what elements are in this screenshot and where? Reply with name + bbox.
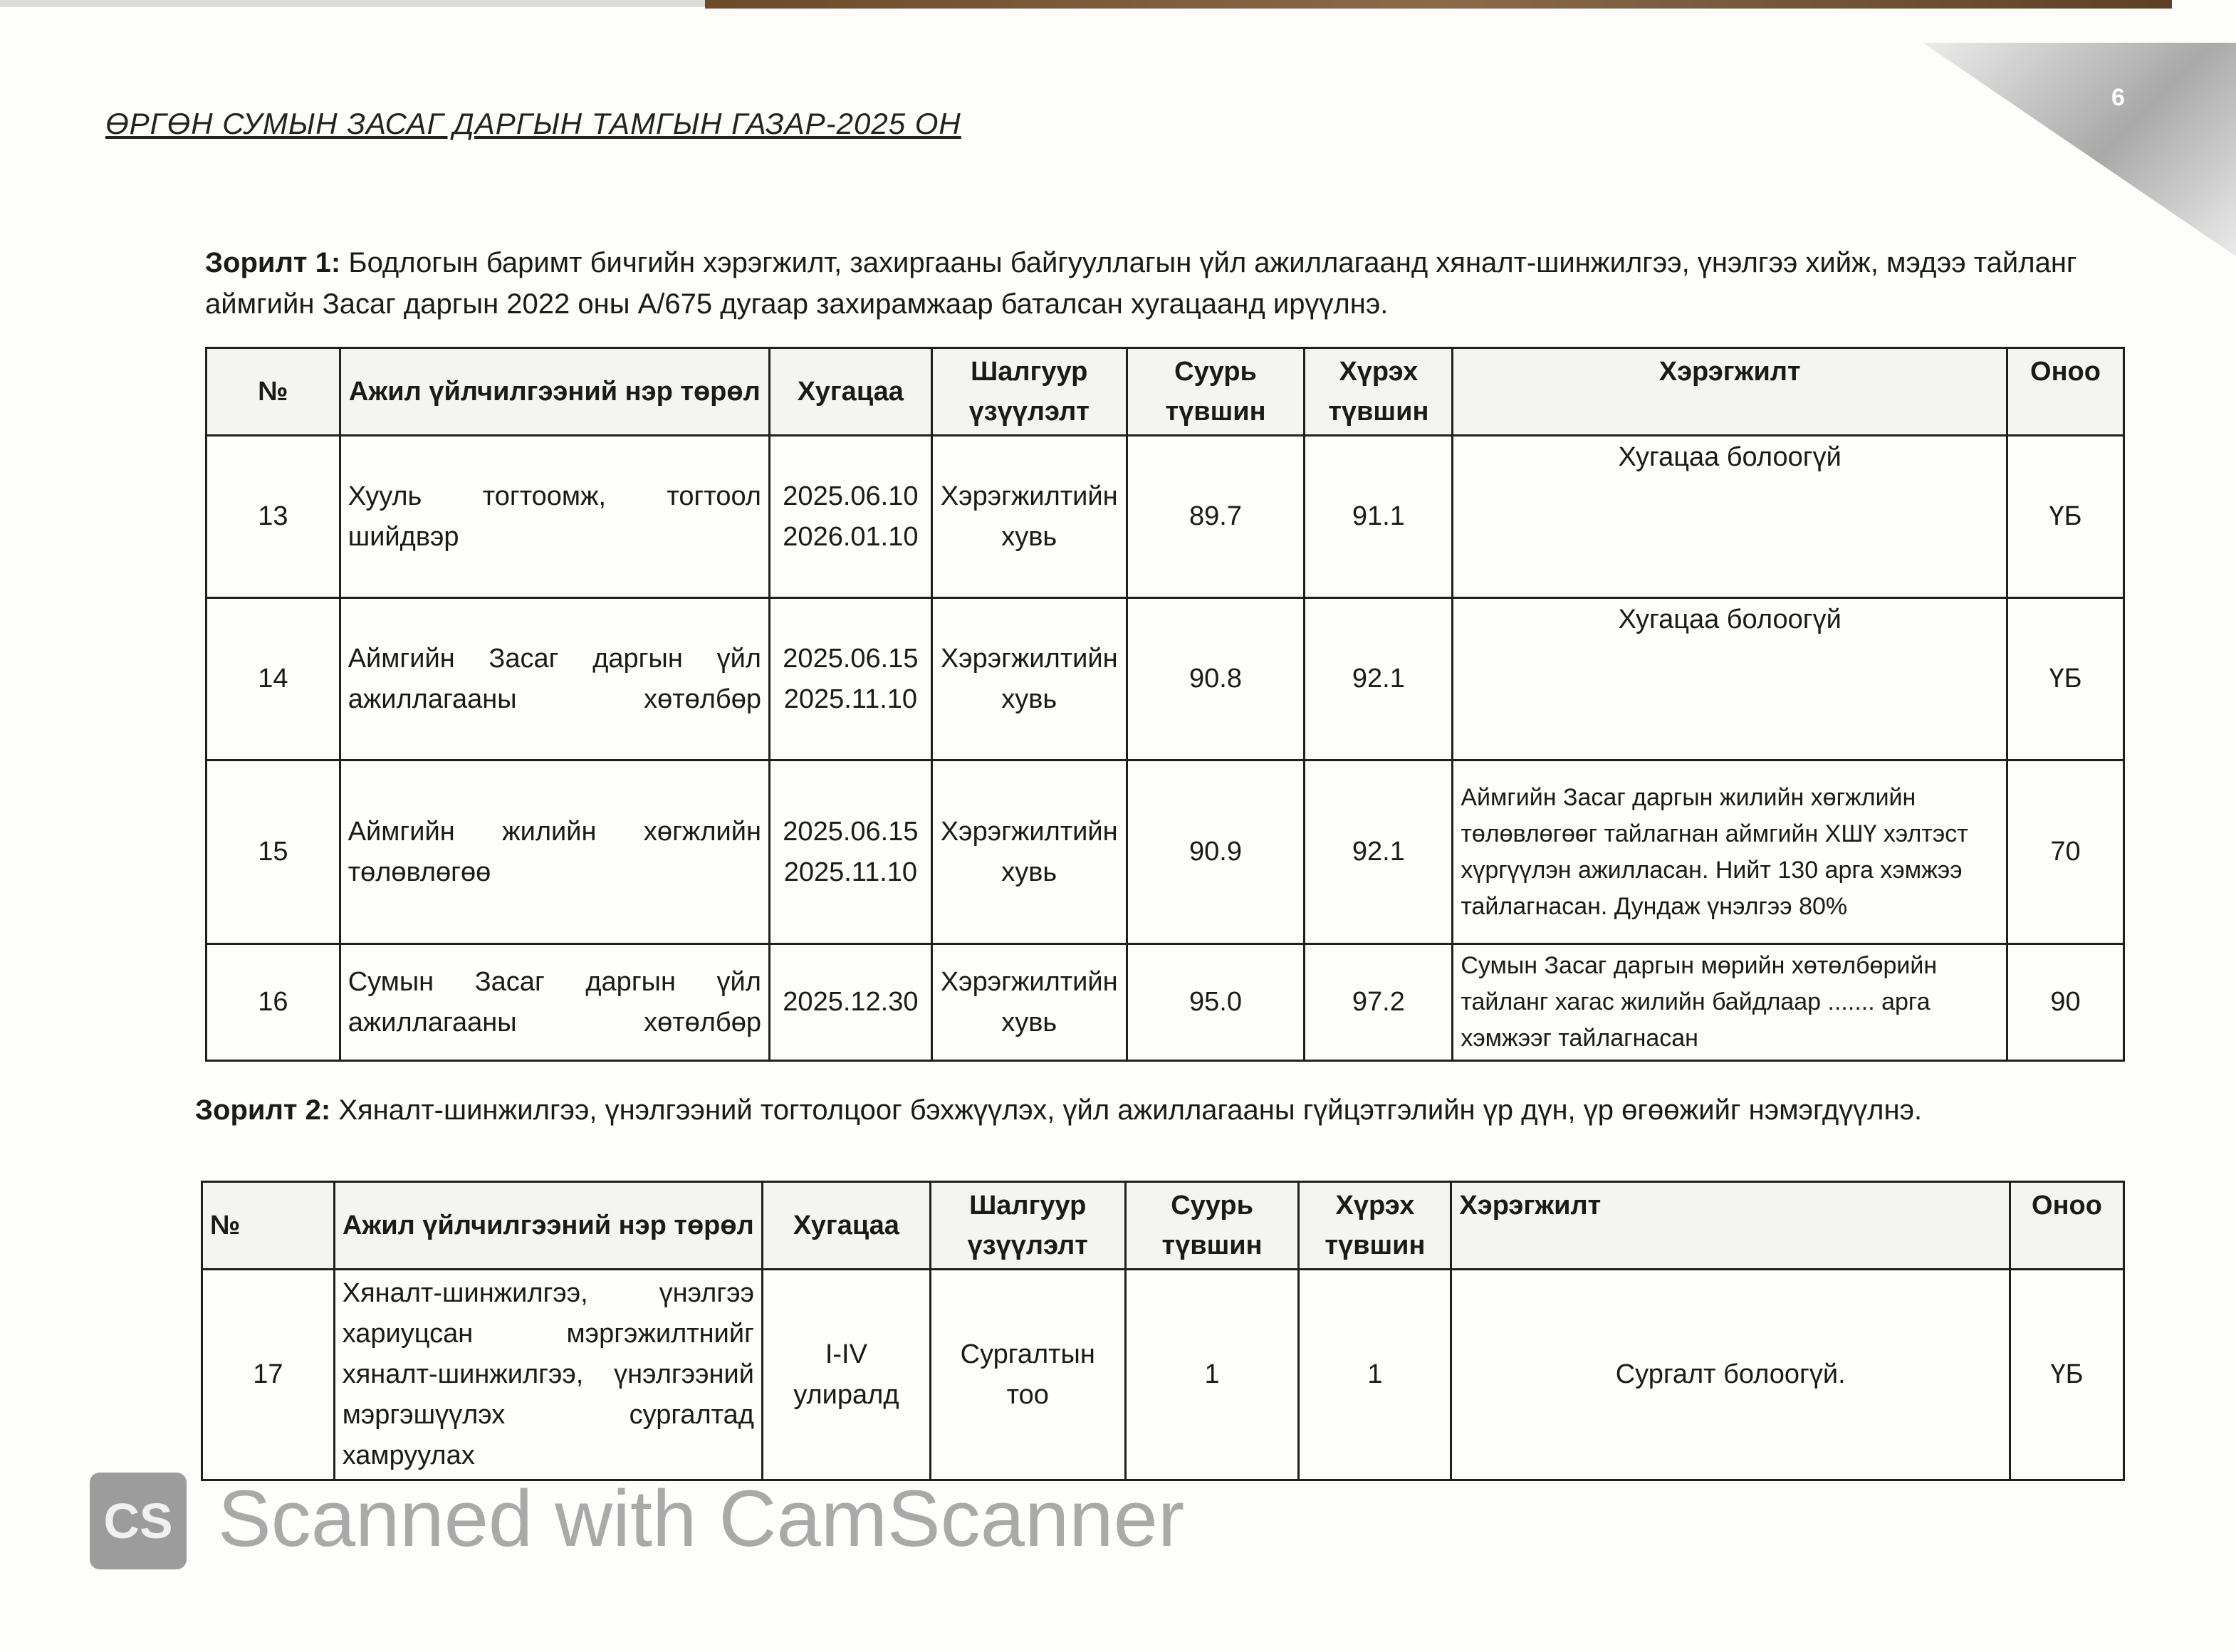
cell-implementation: Хугацаа болоогүй <box>1453 436 2007 598</box>
goal-2-paragraph <box>195 1089 2075 1131</box>
cell-no: 17 <box>202 1270 335 1480</box>
col-header-no: № <box>202 1182 335 1270</box>
goal-1-table <box>205 347 2125 1062</box>
col-header-name: Ажил үйлчилгээний нэр төрөл <box>340 348 769 436</box>
goal-1-text: Бодлогын баримт бичгийн хэрэгжилт, захиргааны байгууллагын үйл ажиллагаанд хяналт-шинжилгээ, үнэлгээ хийж, мэдээ тайланг аймгийн Засаг даргын 2022 оны А/675 дугаар захирамжаар баталсан хугацаанд ирүүлнэ. <box>205 247 2077 320</box>
cell-indicator: Хэрэгжилтийн хувь <box>931 436 1127 598</box>
cell-indicator: Хэрэгжилтийн хувь <box>931 944 1127 1061</box>
col-header-target: Хүрэх түвшин <box>1305 348 1453 436</box>
scan-edge-top-right <box>705 0 2172 9</box>
cell-target: 97.2 <box>1305 944 1453 1061</box>
cell-score: 70 <box>2007 760 2124 944</box>
cell-implementation: Аймгийн Засаг даргын жилийн хөгжлийн төлөвлөгөөг тайлагнан аймгийн ХШҮ хэлтэст хүргүүлэн ажилласан. Нийт 130 арга хэмжээ тайлагнасан. Дундаж үнэлгээ 80% <box>1453 760 2007 944</box>
cell-name: Хяналт-шинжилгээ, үнэлгээ хариуцсан мэргэжилтнийг хяналт-шинжилгээ, үнэлгээний мэргэшүүлэх сургалтад хамруулах <box>334 1270 762 1480</box>
goal-2-table <box>201 1181 2125 1481</box>
cell-deadline: I-IV улиралд <box>762 1270 930 1480</box>
goal-2-text: Хяналт-шинжилгээ, үнэлгээний тогтолцоог бэхжүүлэх, үйл ажиллагааны гүйцэтгэлийн үр дүн, үр өгөөжийг нэмэгдүүлнэ. <box>330 1094 1923 1126</box>
cell-baseline: 95.0 <box>1127 944 1305 1061</box>
cell-deadline: 2025.12.30 <box>769 944 931 1061</box>
cell-score: ҮБ <box>2010 1270 2124 1480</box>
cell-deadline: 2025.06.15 2025.11.10 <box>769 760 931 944</box>
table-row <box>207 436 2124 598</box>
camscanner-logo: CS <box>90 1473 187 1569</box>
cell-target: 1 <box>1299 1270 1451 1480</box>
table-row <box>207 944 2124 1061</box>
table-row <box>207 598 2124 760</box>
document-header: ӨРГӨН СУМЫН ЗАСАГ ДАРГЫН ТАМГЫН ГАЗАР-2025 ОН <box>105 107 961 140</box>
col-header-implementation: Хэрэгжилт <box>1453 348 2007 436</box>
scan-edge-top-left <box>0 0 712 7</box>
cell-implementation: Хугацаа болоогүй <box>1453 598 2007 760</box>
goal-1-label: Зорилт 1: <box>205 247 341 278</box>
cell-score: ҮБ <box>2007 436 2124 598</box>
cell-no: 14 <box>207 598 340 760</box>
cell-name: Сумын Засаг даргын үйл ажиллагааны хөтөлбөр <box>340 944 769 1061</box>
cell-baseline: 89.7 <box>1127 436 1305 598</box>
goal-2-label: Зорилт 2: <box>195 1094 331 1126</box>
col-header-deadline: Хугацаа <box>762 1182 930 1270</box>
col-header-no: № <box>207 348 340 436</box>
col-header-implementation: Хэрэгжилт <box>1451 1182 2010 1270</box>
cell-target: 91.1 <box>1305 436 1453 598</box>
cell-name: Аймгийн Засаг даргын үйл ажиллагааны хөтөлбөр <box>340 598 769 760</box>
goal-1-paragraph <box>205 242 2085 325</box>
folded-page-corner <box>1923 43 2236 256</box>
cell-name: Аймгийн жилийн хөгжлийн төлөвлөгөө <box>340 760 769 944</box>
col-header-score: Оноо <box>2010 1182 2124 1270</box>
cell-implementation: Сумын Засаг даргын мөрийн хөтөлбөрийн тайланг хагас жилийн байдлаар ....... арга хэмжээг тайлагнасан <box>1453 944 2007 1061</box>
camscanner-watermark: Scanned with CamScanner <box>218 1474 1185 1563</box>
cell-implementation: Сургалт болоогүй. <box>1451 1270 2010 1480</box>
table-header-row <box>207 348 2124 436</box>
cell-indicator: Хэрэгжилтийн хувь <box>931 598 1127 760</box>
cell-target: 92.1 <box>1305 760 1453 944</box>
cell-score: 90 <box>2007 944 2124 1061</box>
cell-baseline: 90.8 <box>1127 598 1305 760</box>
cell-baseline: 1 <box>1125 1270 1299 1480</box>
col-header-baseline: Суурь түвшин <box>1125 1182 1299 1270</box>
cell-deadline: 2025.06.15 2025.11.10 <box>769 598 931 760</box>
table-header-row <box>202 1182 2124 1270</box>
col-header-target: Хүрэх түвшин <box>1299 1182 1451 1270</box>
col-header-indicator: Шалгуур үзүүлэлт <box>931 348 1127 436</box>
cell-no: 15 <box>207 760 340 944</box>
cell-indicator: Сургалтын тоо <box>930 1270 1125 1480</box>
cell-deadline: 2025.06.10 2026.01.10 <box>769 436 931 598</box>
col-header-score: Оноо <box>2007 348 2124 436</box>
cell-indicator: Хэрэгжилтийн хувь <box>931 760 1127 944</box>
cell-no: 16 <box>207 944 340 1061</box>
table-row <box>207 760 2124 944</box>
cell-baseline: 90.9 <box>1127 760 1305 944</box>
table-row <box>202 1270 2124 1480</box>
page-number: 6 <box>2111 84 2125 111</box>
cell-target: 92.1 <box>1305 598 1453 760</box>
col-header-deadline: Хугацаа <box>769 348 931 436</box>
cell-name: Хууль тогтоомж, тогтоол шийдвэр <box>340 436 769 598</box>
col-header-indicator: Шалгуур үзүүлэлт <box>930 1182 1125 1270</box>
cell-no: 13 <box>207 436 340 598</box>
cell-score: ҮБ <box>2007 598 2124 760</box>
col-header-baseline: Суурь түвшин <box>1127 348 1305 436</box>
col-header-name: Ажил үйлчилгээний нэр төрөл <box>334 1182 762 1270</box>
